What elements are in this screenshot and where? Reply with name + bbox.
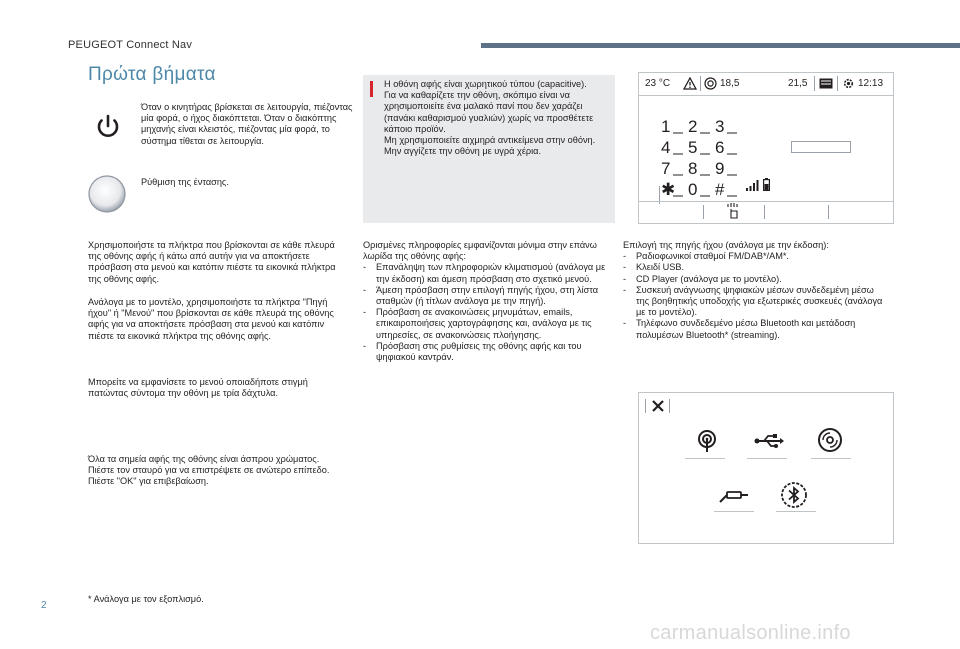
clock-readout[interactable]: 12:13 — [858, 78, 884, 89]
page-number: 2 — [41, 600, 47, 611]
warning-line: Για να καθαρίζετε την οθόνη, σκόπιμο είναι να χρησιμοποιείτε ένα μαλακό πανί που δεν χαράζει (πανάκι καθαρισμού γυαλιών) χωρίς να προσθέτετε κάποιο προϊόν. — [384, 90, 594, 134]
keypad-key[interactable]: 5 — [688, 138, 698, 157]
keypad-key[interactable]: 8 — [688, 159, 698, 178]
volume-knob-icon — [87, 174, 127, 214]
touchscreen-illustration-sources — [638, 392, 894, 544]
list-item: - Επανάληψη των πληροφοριών κλιματισμού (ανάλογα με την έκδοση) και άμεση πρόσβαση στο σχετικό μενού. — [363, 262, 617, 284]
left-p4-line: Πιέστε τον σταυρό για να επιστρέψετε σε ανώτερο επίπεδο. — [88, 465, 330, 476]
left-climate-value[interactable]: 18,5 — [720, 78, 740, 89]
bluetooth-icon[interactable] — [780, 481, 808, 509]
keypad-key[interactable]: 0 — [688, 180, 698, 199]
keypad-key[interactable]: ✱ — [661, 180, 676, 199]
keypad-key[interactable]: 7 — [661, 159, 671, 178]
page-title: Πρώτα βήματα — [88, 64, 216, 85]
icon-underline — [747, 458, 787, 459]
list-item: - CD Player (ανάλογα με το μοντέλο). — [623, 274, 885, 285]
list-item: - Άμεση πρόσβαση στην επιλογή πηγής ήχου, στη λίστα σταθμών (ή τίτλων ανάλογα με την πηγή). — [363, 285, 617, 307]
footnote: * Ανάλογα με τον εξοπλισμό. — [88, 594, 204, 604]
battery-icon — [763, 178, 770, 191]
number-display-field[interactable] — [791, 141, 851, 153]
radio-source-icon[interactable] — [704, 77, 717, 90]
list-item: - Κλειδί USB. — [623, 262, 885, 273]
aux-jack-icon[interactable] — [719, 489, 749, 505]
keypad-key[interactable]: 1 — [661, 117, 671, 136]
left-p4-line: Όλα τα σημεία αφής της οθόνης είναι άσπρου χρώματος. — [88, 454, 320, 464]
keypad-key[interactable]: 3 — [715, 117, 725, 136]
bottom-divider — [703, 205, 704, 219]
left-paragraph-2: Ανάλογα με το μοντέλο, χρησιμοποιήστε τα πλήκτρα "Πηγή ήχου" ή "Μενού" που βρίσκονται σε κάθε πλευρά της οθόνης αφής για να αποκτήσετε πρόσβαση στα μενού και κατόπιν πιέστε τα εικονικά πλήκτρα της οθόνης αφής. — [88, 297, 334, 341]
signal-strength-icon — [746, 179, 760, 191]
warning-text — [384, 79, 612, 157]
status-divider — [814, 76, 815, 91]
warning-mark-icon — [370, 81, 373, 97]
list-item: - Πρόσβαση στις ρυθμίσεις της οθόνης αφής και του ψηφιακού καντράν. — [363, 341, 617, 363]
left-paragraph-3: Μπορείτε να εμφανίσετε το μενού οποιαδήποτε στιγμή πατώντας σύντομα την οθόνη με τρία δάχτυλα. — [88, 377, 308, 399]
cd-icon[interactable] — [817, 427, 843, 453]
list-item: - Ραδιοφωνικοί σταθμοί FM/DAB*/AM*. — [623, 251, 885, 262]
icon-underline — [685, 458, 725, 459]
keypad-key[interactable]: 2 — [688, 117, 698, 136]
radio-icon[interactable] — [695, 429, 719, 453]
running-header: PEUGEOT Connect Nav — [68, 39, 193, 51]
touchscreen-illustration-top — [638, 72, 894, 224]
list-item: - Πρόσβαση σε ανακοινώσεις μηνυμάτων, emails, επικαιροποιήσεις χαρτογράφησης και, ανάλογα με τις υπηρεσίες, σε ανακοινώσεις πλοήγησης. — [363, 307, 617, 341]
left-paragraph-4 — [88, 454, 350, 488]
right-climate-value[interactable]: 21,5 — [788, 78, 808, 89]
warning-line: Μην αγγίζετε την οθόνη με υγρά χέρια. — [384, 146, 542, 157]
middle-intro: Ορισμένες πληροφορίες εμφανίζονται μόνιμα στην επάνω λωρίδα της οθόνης αφής: — [363, 240, 597, 262]
list-item: - Συσκευή ανάγνωσης ψηφιακών μέσων συνδεδεμένη μέσω της βοηθητικής υποδοχής για εξωτερικές συσκευές (ανάλογα με το μοντέλο). — [623, 285, 885, 319]
usb-icon[interactable] — [754, 433, 784, 449]
list-item: - Τηλέφωνο συνδεδεμένο μέσω Bluetooth και μετάδοση πολυμέσων Bluetooth* (streaming). — [623, 318, 885, 340]
power-icon — [88, 106, 128, 146]
touch-hand-icon[interactable] — [726, 203, 740, 219]
panel-divider — [645, 399, 646, 413]
panel-divider — [669, 399, 670, 413]
bottom-bar — [639, 201, 893, 202]
left-p4-line: Πιέστε "OK" για επιβεβαίωση. — [88, 476, 209, 487]
bottom-divider — [828, 205, 829, 219]
keypad-key[interactable]: 6 — [715, 138, 725, 157]
volume-description: Ρύθμιση της έντασης. — [141, 177, 229, 187]
power-description: Όταν ο κινητήρας βρίσκεται σε λειτουργία, πιέζοντας μία φορά, ο ήχος διακόπτεται. Όταν ο διακόπτης μηχανής είναι κλειστός, πιέζοντας μία φορά, το σύστημα τίθεται σε λειτουργία. — [141, 102, 353, 146]
warning-triangle-icon[interactable] — [683, 77, 697, 90]
right-column — [623, 240, 885, 341]
warning-line: Η οθόνη αφής είναι χωρητικού τύπου (capacitive). — [384, 79, 587, 89]
status-bar — [639, 73, 893, 96]
keypad-key[interactable]: # — [715, 180, 725, 199]
header-bar — [481, 43, 960, 48]
bottom-divider — [764, 205, 765, 219]
middle-column — [363, 240, 617, 363]
icon-underline — [811, 458, 851, 459]
status-divider — [837, 76, 838, 91]
right-intro: Επιλογή της πηγής ήχου (ανάλογα με την έκδοση): — [623, 240, 829, 250]
keypad-key[interactable]: 4 — [661, 138, 671, 157]
icon-underline — [776, 511, 816, 512]
keypad-underlines — [661, 117, 743, 201]
keypad-key[interactable]: 9 — [715, 159, 725, 178]
watermark: carmanualsonline.info — [650, 622, 851, 644]
settings-icon[interactable] — [842, 77, 855, 90]
left-paragraph-1: Χρησιμοποιήστε τα πλήκτρα που βρίσκονται σε κάθε πλευρά της οθόνης αφής ή κάτω από αυτήν για να αποκτήσετε πρόσβαση στα μενού και κατόπιν πιέστε τα εικονικά πλήκτρα της οθόνης αφής. — [88, 240, 336, 284]
close-icon[interactable] — [651, 399, 665, 413]
warning-line: Μη χρησιμοποιείτε αιχμηρά αντικείμενα στην οθόνη. — [384, 135, 596, 146]
status-divider — [700, 76, 701, 91]
messages-icon[interactable] — [819, 78, 833, 89]
icon-underline — [714, 511, 754, 512]
temperature-readout[interactable]: 23 °C — [645, 78, 671, 89]
